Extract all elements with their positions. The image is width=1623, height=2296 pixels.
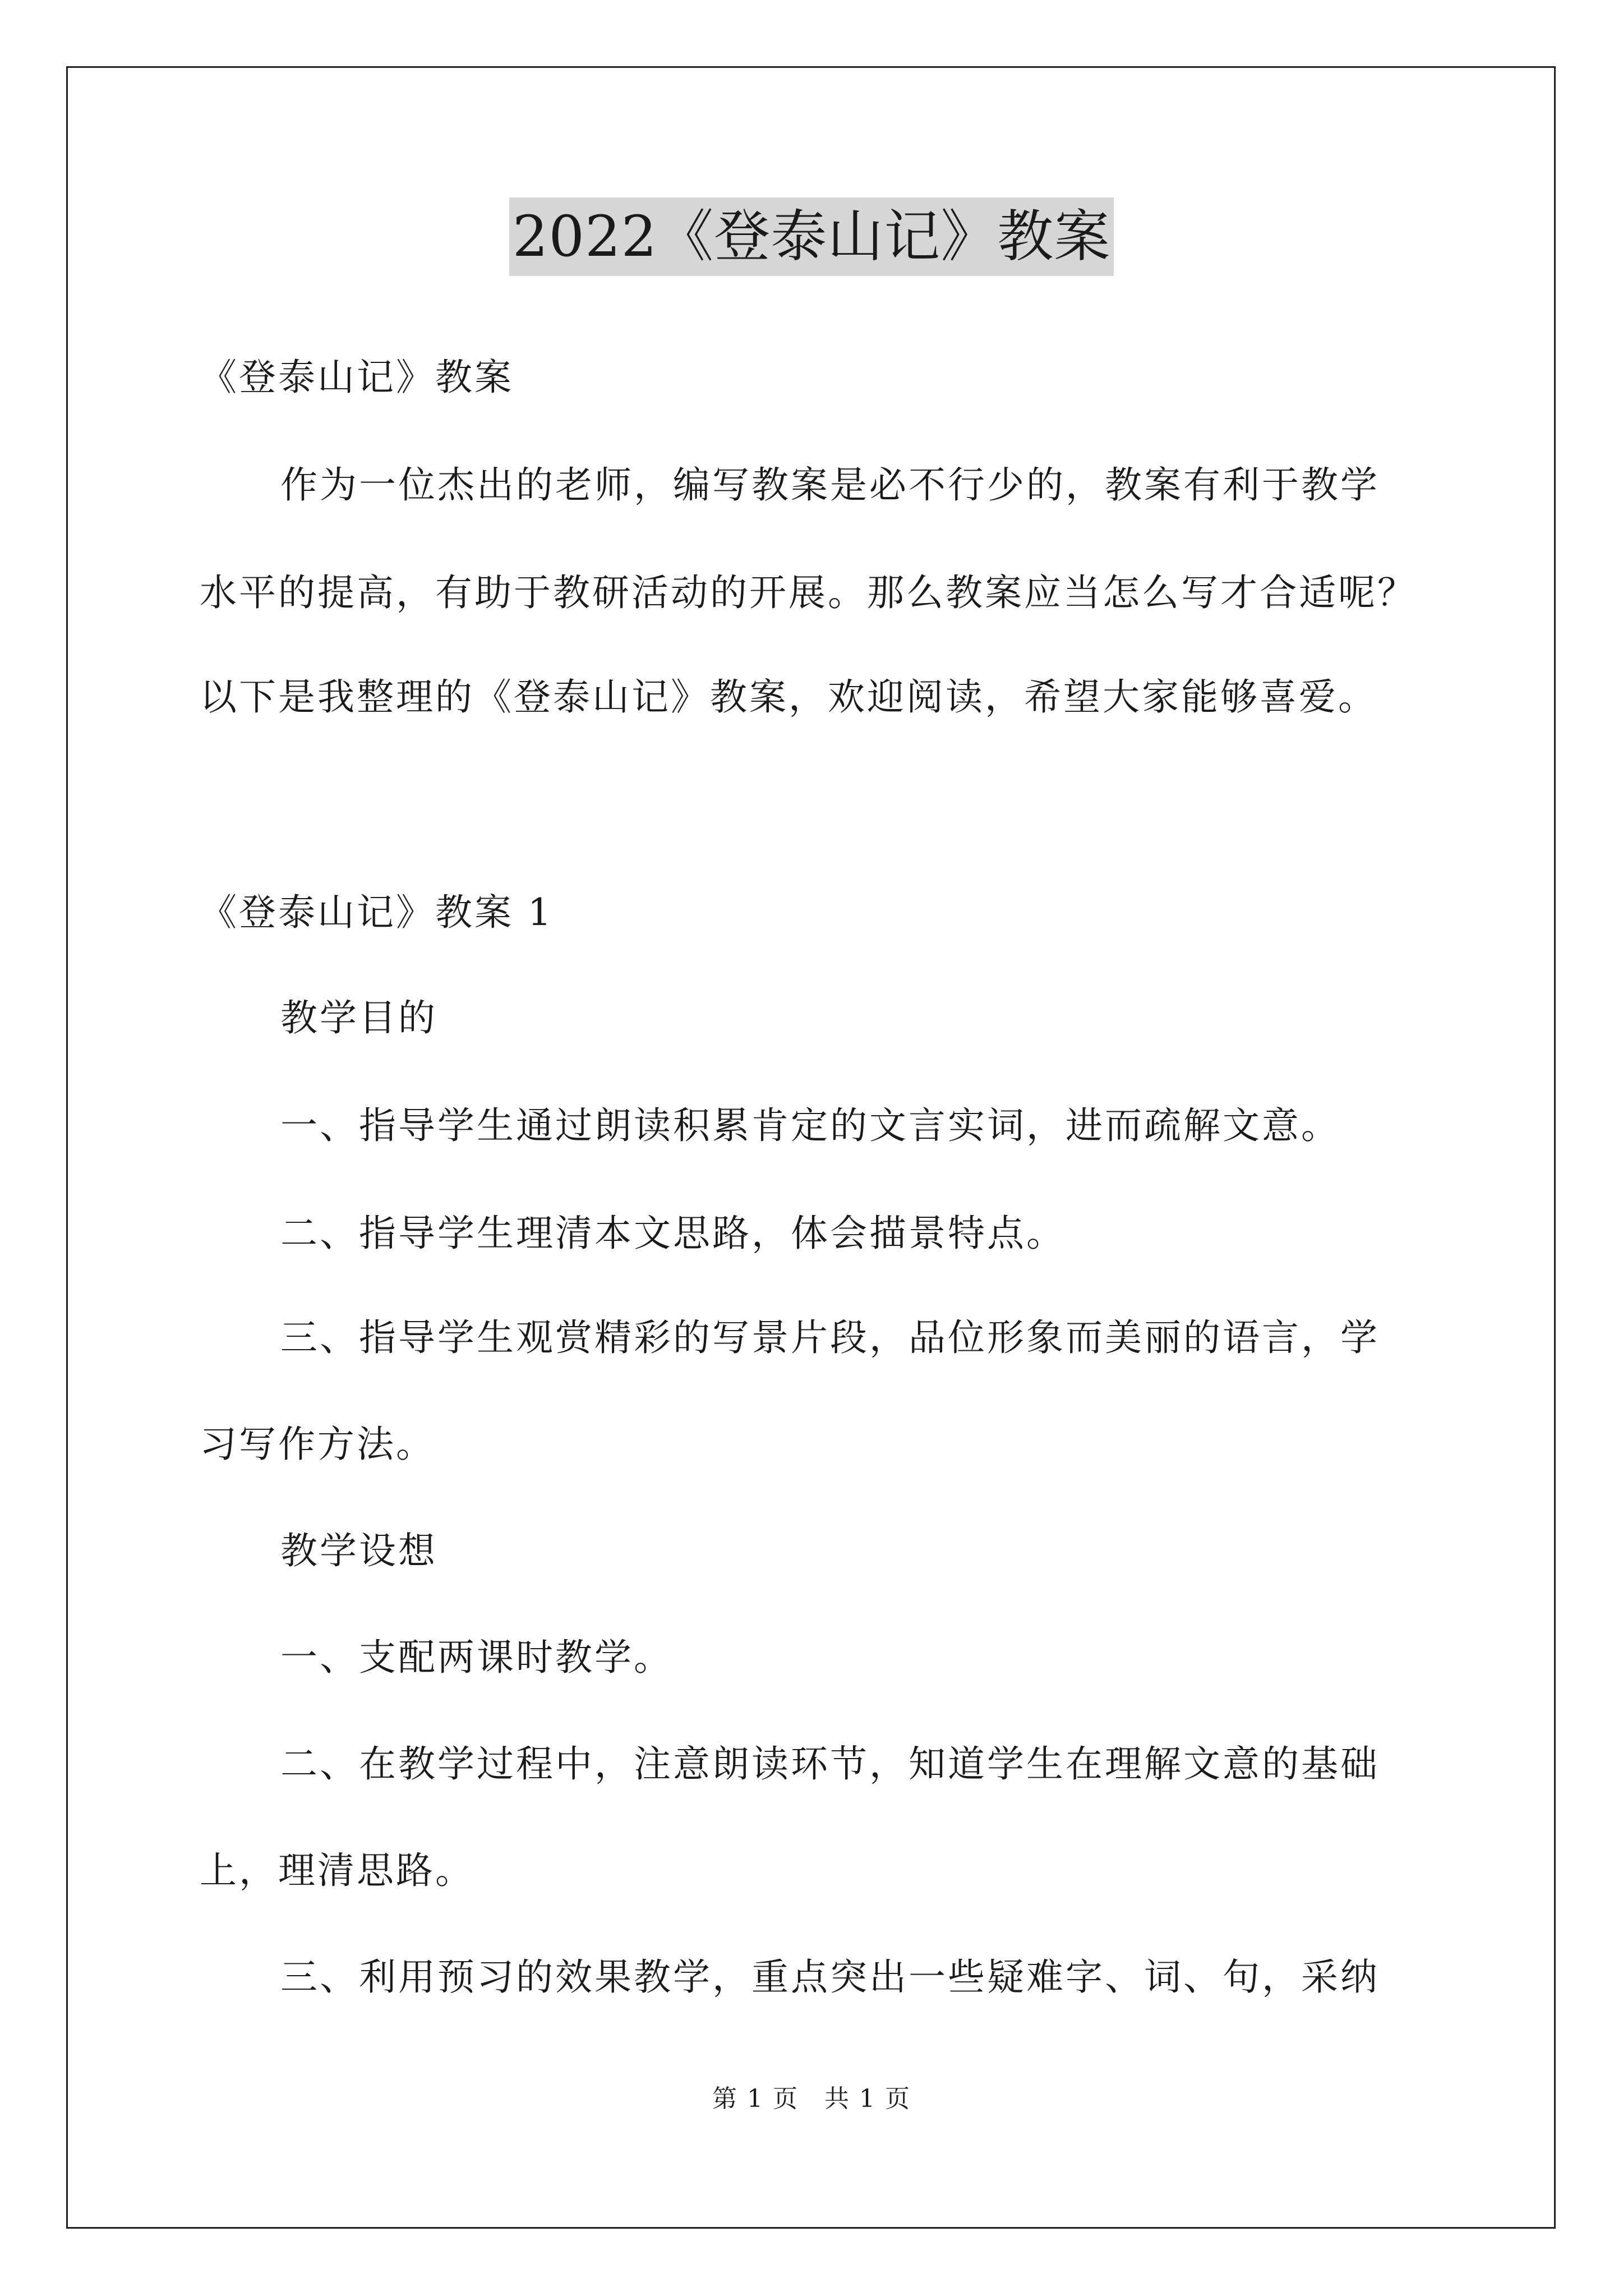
text-line: 三、利用预习的效果教学，重点突出一些疑难字、词、句，采纳 — [280, 1955, 1380, 1999]
text-line-section-heading: 《登泰山记》教案 1 — [200, 891, 554, 934]
text-line-heading: 教学目的 — [280, 996, 437, 1039]
text-line: 二、在教学过程中，注意朗读环节，知道学生在理解文意的基础 — [280, 1742, 1380, 1786]
text-line: 上，理清思路。 — [200, 1849, 474, 1892]
text-line: 一、支配两课时教学。 — [280, 1636, 673, 1679]
text-line: 以下是我整理的《登泰山记》教案，欢迎阅读，希望大家能够喜爱。 — [200, 675, 1377, 719]
text-line: 二、指导学生理清本文思路，体会描景特点。 — [280, 1212, 1066, 1255]
text-line: 水平的提高，有助于教研活动的开展。那么教案应当怎么写才合适呢？ — [200, 571, 1417, 614]
document-title: 2022《登泰山记》教案 — [509, 197, 1114, 276]
text-line: 三、指导学生观赏精彩的写景片段，品位形象而美丽的语言，学 — [280, 1316, 1380, 1359]
title-container — [0, 197, 1623, 276]
page-footer: 第 1 页 共 1 页 — [712, 2085, 911, 2113]
text-line: 习写作方法。 — [200, 1423, 435, 1466]
text-line-subtitle: 《登泰山记》教案 — [200, 356, 514, 399]
text-line-heading: 教学设想 — [280, 1529, 437, 1572]
text-line: 一、指导学生通过朗读积累肯定的文言实词，进而疏解文意。 — [280, 1104, 1340, 1147]
text-line: 作为一位杰出的老师，编写教案是必不行少的，教案有利于教学 — [280, 463, 1380, 507]
